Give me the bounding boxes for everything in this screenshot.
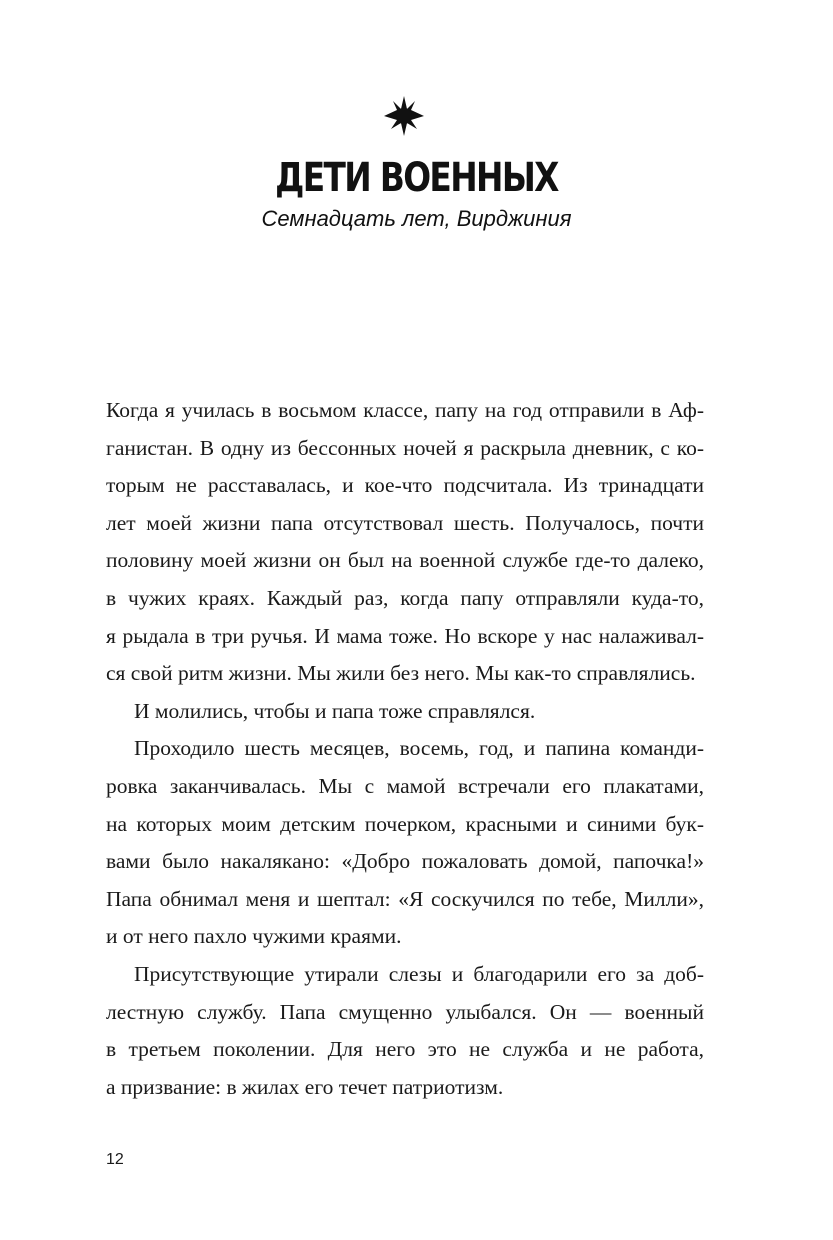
- chapter-title: ДЕТИ ВОЕННЫХ: [275, 155, 558, 201]
- paragraph-3: [106, 730, 704, 956]
- text-line: И молились, чтобы и папа тоже справлялся.: [134, 698, 536, 723]
- text-line: я рыдала в три ручья. И мама тоже. Но вскоре у нас налаживал-: [106, 623, 704, 648]
- text-line: ровка заканчивалась. Мы с мамой встречали его плакатами,: [106, 773, 704, 798]
- text-line: а призвание: в жилах его течет патриотизм.: [106, 1074, 504, 1099]
- text-line: лестную службу. Папа смущенно улыбался. Он — военный: [106, 999, 704, 1024]
- text-line: в чужих краях. Каждый раз, когда папу отправляли куда-то,: [106, 585, 704, 610]
- text-line: торым не расставалась, и кое-что подсчитала. Из тринадцати: [106, 473, 704, 498]
- compass-star-icon: [384, 96, 424, 136]
- text-line: и от него пахло чужими краями.: [106, 924, 402, 949]
- chapter-subtitle: Семнадцать лет, Вирджиния: [261, 206, 572, 231]
- text-line: в третьем поколении. Для него это не служба и не работа,: [106, 1037, 704, 1062]
- text-line: вами было накалякано: «Добро пожаловать домой, папочка!»: [106, 849, 704, 874]
- text-line: Присутствующие утирали слезы и благодарили его за доб-: [134, 961, 704, 986]
- text-line: Проходило шесть месяцев, восемь, год, и папина команди-: [134, 736, 704, 761]
- text-line: ся свой ритм жизни. Мы жили без него. Мы как-то справлялись.: [106, 661, 696, 686]
- paragraph-4: [106, 956, 704, 1106]
- text-line: Папа обнимал меня и шептал: «Я соскучился по тебе, Милли»,: [106, 886, 704, 911]
- text-line: ганистан. В одну из бессонных ночей я раскрыла дневник, с ко-: [106, 435, 704, 460]
- body-text: [106, 392, 704, 1106]
- text-line: на которых моим детским почерком, красными и синими бук-: [106, 811, 704, 836]
- text-line: Когда я училась в восьмом классе, папу на год отправили в Аф-: [106, 398, 704, 422]
- text-line: лет моей жизни папа отсутствовал шесть. Получалось, почти: [106, 510, 704, 535]
- paragraph-1: [106, 392, 704, 693]
- page-number: 12: [106, 1151, 124, 1168]
- text-line: половину моей жизни он был на военной службе где-то далеко,: [106, 548, 704, 573]
- paragraph-2: [106, 693, 704, 731]
